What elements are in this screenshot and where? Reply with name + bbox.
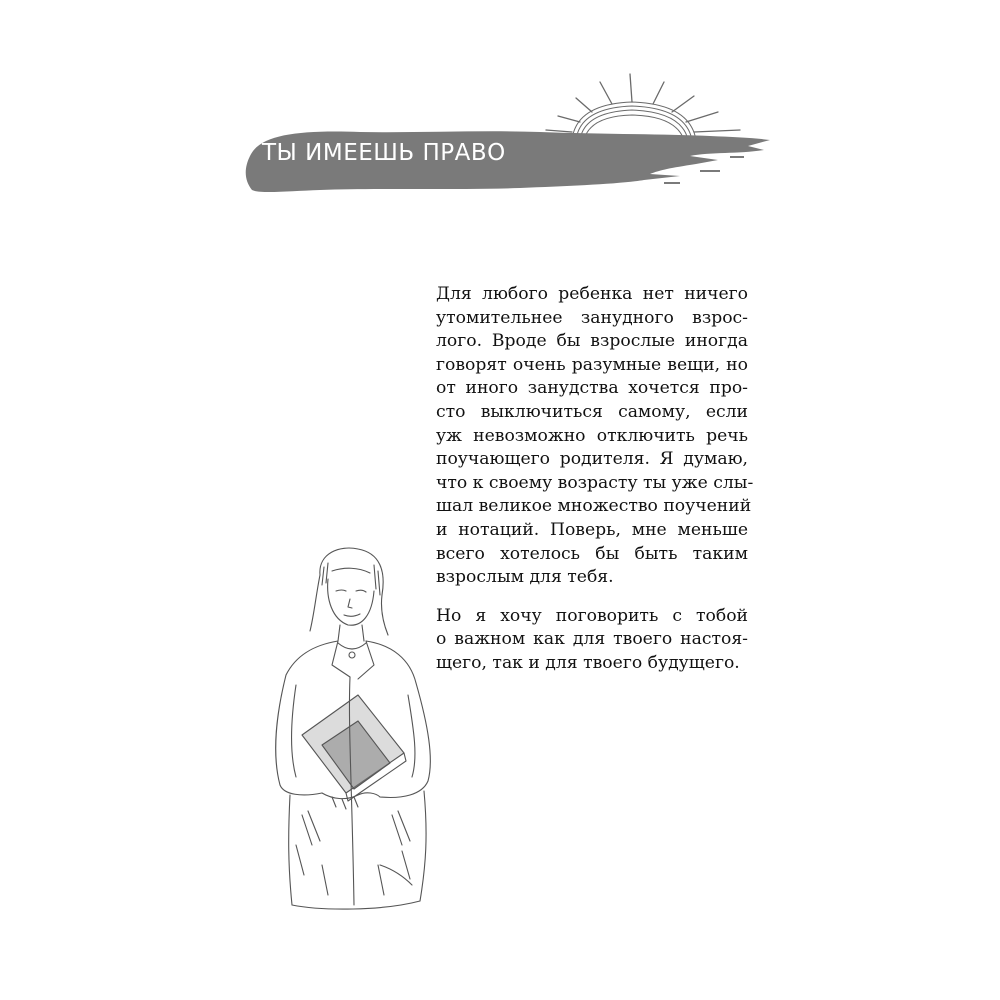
text-line: взрослым для тебя. [436,567,614,588]
text-line: что к своему возрасту ты уже слы- [436,472,754,493]
text-line: шал великое множество поучений [436,496,752,517]
text-line: сто выключиться самому, если [436,401,748,422]
text-line: щего, так и для твоего будущего. [436,652,740,673]
text-line: уж невозможно отключить речь [436,425,748,446]
sunrise-banner-illustration [240,60,780,210]
text-line: Для любого ребенка нет ничего [436,284,748,304]
text-line: говорят очень разумные вещи, но [436,354,748,375]
text-line: от иного занудства хочется про- [436,378,748,399]
paragraph-2 [436,605,748,676]
woman-holding-books-illustration [262,545,442,915]
paragraph-1 [436,283,754,590]
text-line: лого. Вроде бы взрослые иногда [436,331,748,352]
text-line: Но я хочу поговорить с тобой [436,605,748,626]
text-line: всего хотелось бы быть таким [436,543,748,564]
chapter-title: ТЫ ИМЕЕШЬ ПРАВО [262,140,506,166]
text-line: и нотаций. Поверь, мне меньше [436,519,748,540]
text-line: утомительнее занудного взрос- [436,307,748,328]
text-line: о важном как для твоего настоя- [436,629,748,650]
body-text [436,283,754,691]
text-line: поучающего родителя. Я думаю, [436,449,748,470]
